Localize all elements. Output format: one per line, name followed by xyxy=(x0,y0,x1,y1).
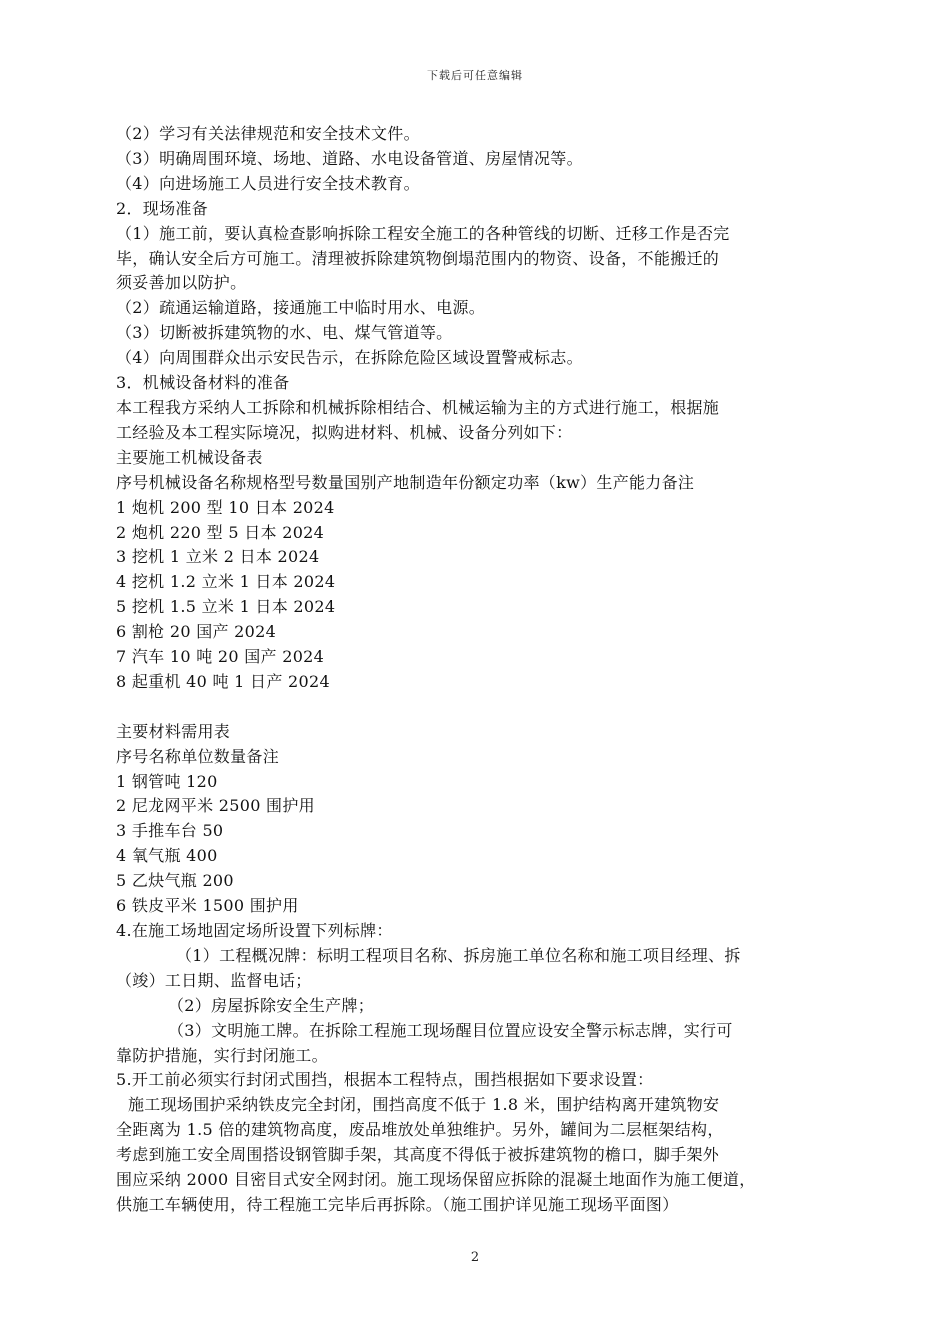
text-line: 供施工车辆使用，待工程施工完毕后再拆除。（施工围护详见施工现场平面图） xyxy=(116,1194,679,1214)
text-line: 本工程我方采纳人工拆除和机械拆除相结合、机械运输为主的方式进行施工，根据施 xyxy=(116,397,720,417)
table-row: 4 挖机 1.2 立米 1 日本 2024 xyxy=(116,572,336,592)
text-line: 须妥善加以防护。 xyxy=(116,273,247,293)
table-header: 序号机械设备名称规格型号数量国别产地制造年份额定功率（kw）生产能力备注 xyxy=(116,472,695,492)
text-line: （3）文明施工牌。在拆除工程施工现场醒目位置应设安全警示标志牌，实行可 xyxy=(168,1020,733,1040)
text-line: 施工现场围护采纳铁皮完全封闭，围挡高度不低于 1.8 米，围护结构离开建筑物安 xyxy=(128,1095,720,1115)
table-title: 主要施工机械设备表 xyxy=(116,447,263,467)
section-heading: 2．现场准备 xyxy=(116,198,208,218)
blank-line xyxy=(116,695,836,720)
text-line: 工经验及本工程实际境况，拟购进材料、机械、设备分列如下： xyxy=(116,422,573,442)
table-row: 1 炮机 200 型 10 日本 2024 xyxy=(116,497,335,517)
text-line: （1）工程概况牌：标明工程项目名称、拆房施工单位名称和施工项目经理、拆 xyxy=(176,945,741,965)
text-line: （3）切断被拆建筑物的水、电、煤气管道等。 xyxy=(116,323,453,343)
table-row: 2 尼龙网平米 2500 围护用 xyxy=(116,796,315,816)
text-line: （2）房屋拆除安全生产牌； xyxy=(168,995,375,1015)
text-line: （竣）工日期、监督电话； xyxy=(116,970,312,990)
document-body xyxy=(116,122,836,1218)
text-line: 靠防护措施，实行封闭施工。 xyxy=(116,1045,328,1065)
text-line: 考虑到施工安全周围搭设钢管脚手架，其高度不得低于被拆建筑物的檐口，脚手架外 xyxy=(116,1145,720,1165)
section-heading: 4.在施工场地固定场所设置下列标牌： xyxy=(116,920,393,940)
table-row: 2 炮机 220 型 5 日本 2024 xyxy=(116,522,325,542)
table-row: 7 汽车 10 吨 20 国产 2024 xyxy=(116,647,325,667)
section-heading: 3．机械设备材料的准备 xyxy=(116,373,290,393)
table-row: 4 氧气瓶 400 xyxy=(116,846,218,866)
table-row: 3 手推车台 50 xyxy=(116,821,224,841)
text-line: （4）向周围群众出示安民告示，在拆除危险区域设置警戒标志。 xyxy=(116,348,583,368)
table-row: 5 挖机 1.5 立米 1 日本 2024 xyxy=(116,597,336,617)
table-row: 1 钢管吨 120 xyxy=(116,771,218,791)
table-row: 6 割枪 20 国产 2024 xyxy=(116,622,277,642)
page-header: 下载后可任意编辑 xyxy=(427,69,523,82)
table-row: 8 起重机 40 吨 1 日产 2024 xyxy=(116,671,330,691)
table-title: 主要材料需用表 xyxy=(116,721,231,741)
table-row: 3 挖机 1 立米 2 日本 2024 xyxy=(116,547,320,567)
text-line: 围应采纳 2000 目密目式安全网封闭。施工现场保留应拆除的混凝土地面作为施工便道， xyxy=(116,1170,756,1190)
text-line: （2）学习有关法律规范和安全技术文件。 xyxy=(116,124,420,143)
table-row: 6 铁皮平米 1500 围护用 xyxy=(116,896,299,916)
section-heading: 5.开工前必须实行封闭式围挡，根据本工程特点，围挡根据如下要求设置： xyxy=(116,1070,654,1090)
table-row: 5 乙炔气瓶 200 xyxy=(116,871,234,891)
text-line: （1）施工前，要认真检查影响拆除工程安全施工的各种管线的切断、迁移工作是否完 xyxy=(116,223,730,243)
page-number: 2 xyxy=(470,1250,480,1265)
text-line: （3）明确周围环境、场地、道路、水电设备管道、房屋情况等。 xyxy=(116,148,583,168)
text-line: （4）向进场施工人员进行安全技术教育。 xyxy=(116,173,420,193)
text-line: 毕，确认安全后方可施工。清理被拆除建筑物倒塌范围内的物资、设备，不能搬迁的 xyxy=(116,248,720,268)
table-header: 序号名称单位数量备注 xyxy=(116,746,280,766)
text-line: （2）疏通运输道路，接通施工中临时用水、电源。 xyxy=(116,298,486,318)
text-line: 全距离为 1.5 倍的建筑物高度，废品堆放处单独维护。另外，罐间为二层框架结构， xyxy=(116,1120,724,1140)
